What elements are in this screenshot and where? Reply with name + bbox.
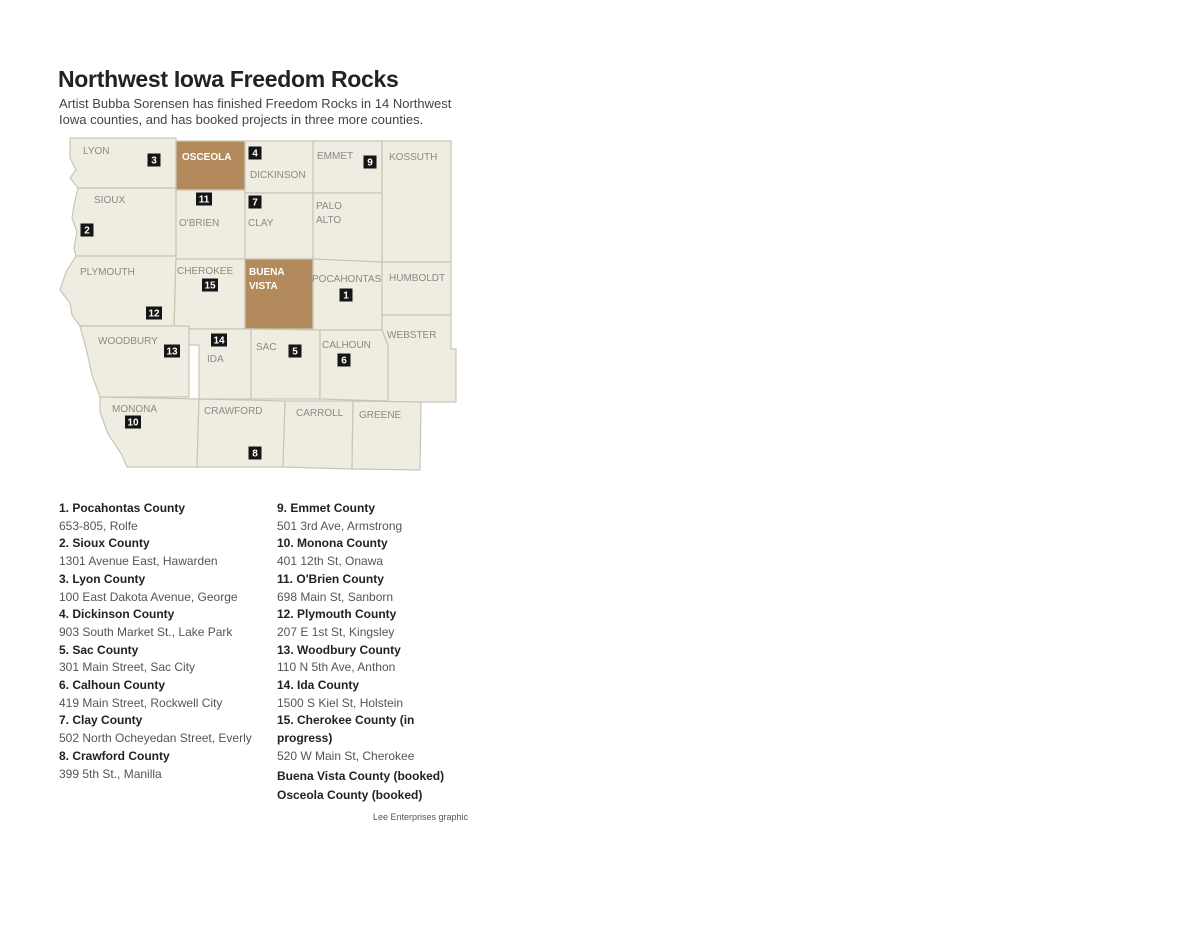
marker-13 [164, 345, 180, 358]
location-address: 399 5th St., Manilla [59, 766, 162, 781]
location-address: 301 Main Street, Sac City [59, 660, 196, 675]
marker-9 [364, 156, 377, 169]
county-label: CARROLL [296, 408, 344, 419]
svg-text:10: 10 [127, 417, 139, 429]
map-title: Northwest Iowa Freedom Rocks [58, 66, 399, 92]
county-label: PALO ALTO [316, 201, 342, 226]
svg-text:9: 9 [367, 157, 373, 169]
county-label: MONONA [112, 404, 157, 415]
county-sac [251, 329, 320, 399]
location-address: 501 3rd Ave, Armstrong [277, 518, 403, 533]
county-label: WEBSTER [387, 330, 437, 341]
svg-text:5: 5 [292, 346, 298, 358]
svg-text:14: 14 [213, 335, 225, 347]
svg-text:6: 6 [341, 355, 347, 367]
booked-county: Osceola County (booked) [277, 788, 423, 803]
marker-8 [249, 447, 262, 460]
marker-4 [249, 147, 262, 160]
county-label: LYON [83, 146, 110, 157]
location-name: 13. Woodbury County [277, 642, 401, 657]
county-label: BUENA VISTA [249, 267, 285, 292]
marker-6 [338, 354, 351, 367]
location-list-right [277, 500, 472, 805]
location-address: 1500 S Kiel St, Holstein [277, 695, 404, 710]
county-webster [382, 315, 456, 402]
location-name: 7. Clay County [59, 713, 143, 728]
location-name: 11. O'Brien County [277, 571, 384, 586]
marker-1 [340, 289, 353, 302]
county-label: POCAHONTAS [312, 274, 382, 285]
marker-10 [125, 416, 141, 429]
location-address: 903 South Market St., Lake Park [59, 624, 233, 639]
svg-text:7: 7 [252, 197, 258, 209]
location-item [277, 712, 472, 765]
svg-text:13: 13 [166, 346, 178, 358]
location-name: 10. Monona County [277, 536, 388, 551]
location-address: 653-805, Rolfe [59, 518, 138, 533]
county-label: HUMBOLDT [389, 273, 446, 284]
location-name: 4. Dickinson County [59, 607, 175, 622]
location-name: 6. Calhoun County [59, 678, 165, 693]
marker-5 [289, 345, 302, 358]
location-item [59, 677, 259, 712]
location-name: 9. Emmet County [277, 501, 376, 515]
graphic-credit: Lee Enterprises graphic [373, 812, 469, 822]
location-item [59, 571, 259, 606]
county-label: WOODBURY [98, 336, 158, 347]
county-label: SAC [256, 342, 277, 353]
marker-14 [211, 334, 227, 347]
marker-3 [148, 154, 161, 167]
map-subtitle: Artist Bubba Sorensen has finished Freedom Rocks in 14 Northwest Iowa counties, and has booked projects in three more counties. [59, 96, 452, 127]
booked-county: Buena Vista County (booked) [277, 768, 445, 783]
county-label: GREENE [359, 410, 402, 421]
location-address: 401 12th St, Onawa [277, 554, 384, 569]
county-label: DICKINSON [250, 170, 306, 181]
county-humboldt [382, 262, 451, 315]
location-item [277, 606, 472, 641]
county-label: CLAY [248, 218, 274, 229]
svg-text:4: 4 [252, 148, 258, 160]
location-name: 1. Pocahontas County [59, 501, 186, 515]
marker-15 [202, 279, 218, 292]
location-item [277, 677, 472, 712]
location-address: 502 North Ocheyedan Street, Everly [59, 731, 252, 746]
svg-text:11: 11 [198, 194, 210, 206]
county-osceola [176, 141, 245, 190]
location-item [59, 535, 259, 570]
location-item [277, 642, 472, 677]
location-name: 15. Cherokee County (in progress) [277, 713, 415, 746]
location-name: 12. Plymouth County [277, 607, 397, 622]
county-label: CHEROKEE [177, 266, 234, 277]
location-name: 2. Sioux County [59, 536, 150, 551]
county-label: IDA [207, 354, 224, 365]
location-name: 5. Sac County [59, 642, 139, 657]
marker-11 [196, 193, 212, 206]
location-name: 3. Lyon County [59, 571, 146, 586]
county-label: KOSSUTH [389, 152, 438, 163]
svg-text:2: 2 [84, 225, 90, 237]
svg-text:1: 1 [343, 290, 349, 302]
county-label: SIOUX [94, 195, 126, 206]
county-map [0, 0, 470, 480]
location-address: 1301 Avenue East, Hawarden [59, 554, 218, 569]
location-address: 520 W Main St, Cherokee [277, 748, 415, 763]
marker-7 [249, 196, 262, 209]
location-item [277, 535, 472, 570]
location-address: 419 Main Street, Rockwell City [59, 695, 223, 710]
svg-text:12: 12 [148, 308, 160, 320]
marker-2 [81, 224, 94, 237]
location-item [59, 642, 259, 677]
svg-text:3: 3 [151, 155, 157, 167]
location-address: 100 East Dakota Avenue, George [59, 589, 238, 604]
svg-text:15: 15 [204, 280, 216, 292]
location-item [277, 571, 472, 606]
location-item [277, 500, 472, 535]
county-label: OSCEOLA [182, 152, 232, 163]
county-label: CRAWFORD [204, 406, 263, 417]
svg-text:8: 8 [252, 448, 258, 460]
location-name: 14. Ida County [277, 678, 360, 693]
county-label: EMMET [317, 151, 354, 162]
location-item [59, 748, 259, 783]
marker-12 [146, 307, 162, 320]
county-label: O'BRIEN [179, 218, 220, 229]
location-address: 698 Main St, Sanborn [277, 589, 394, 604]
location-address: 207 E 1st St, Kingsley [277, 624, 395, 639]
location-address: 110 N 5th Ave, Anthon [277, 660, 396, 675]
location-name: 8. Crawford County [59, 748, 170, 763]
location-list-left [59, 500, 259, 783]
location-item [59, 500, 259, 535]
county-label: CALHOUN [322, 340, 371, 351]
location-item [59, 712, 259, 747]
location-item [59, 606, 259, 641]
county-label: PLYMOUTH [80, 267, 135, 278]
